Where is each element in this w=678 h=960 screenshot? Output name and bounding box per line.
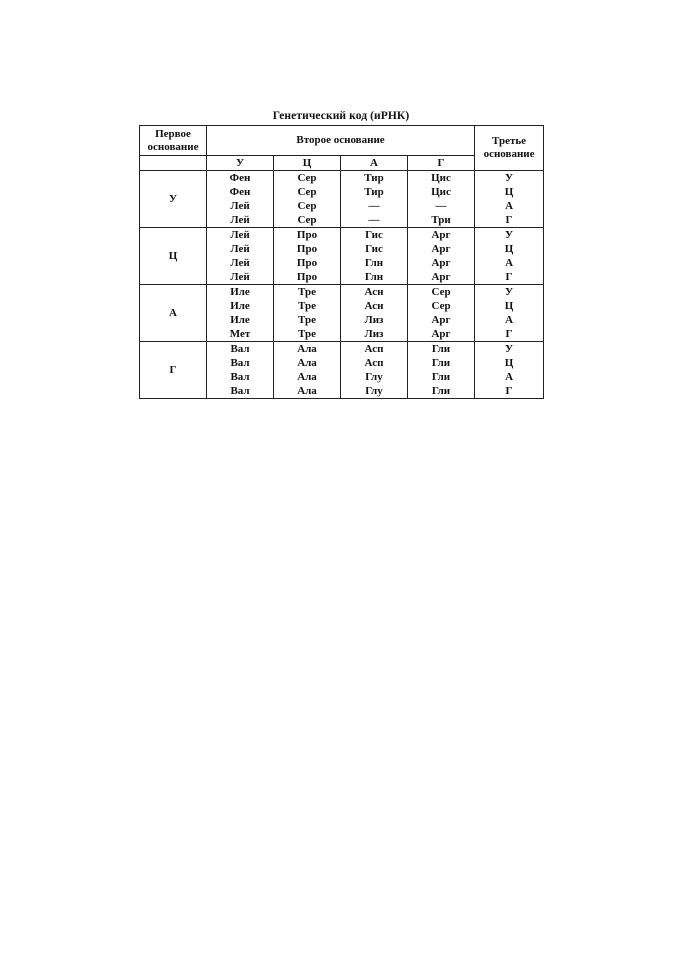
amino-acid-cell: Иле: [207, 285, 274, 300]
amino-acid-cell: Глу: [341, 370, 408, 384]
amino-acid-cell: Лей: [207, 213, 274, 228]
amino-acid-cell: —: [341, 213, 408, 228]
amino-acid-cell: Лей: [207, 228, 274, 243]
amino-acid-cell: Лиз: [341, 313, 408, 327]
third-base-cell: А: [475, 313, 544, 327]
amino-acid-cell: Тре: [274, 299, 341, 313]
amino-acid-cell: Сер: [274, 213, 341, 228]
amino-acid-cell: Глн: [341, 256, 408, 270]
third-base-cell: Ц: [475, 185, 544, 199]
third-base-cell: Ц: [475, 299, 544, 313]
amino-acid-cell: Арг: [408, 256, 475, 270]
amino-acid-cell: Лей: [207, 256, 274, 270]
amino-acid-cell: Цис: [408, 185, 475, 199]
third-base-cell: У: [475, 228, 544, 243]
amino-acid-cell: Асп: [341, 342, 408, 357]
first-base-header: Первое основание: [140, 126, 207, 156]
amino-acid-cell: Иле: [207, 299, 274, 313]
third-base-cell: У: [475, 171, 544, 186]
amino-acid-cell: Про: [274, 270, 341, 285]
amino-acid-cell: —: [408, 199, 475, 213]
amino-acid-cell: Лиз: [341, 327, 408, 342]
amino-acid-cell: Вал: [207, 342, 274, 357]
second-base-a: А: [341, 156, 408, 171]
amino-acid-cell: Тре: [274, 313, 341, 327]
amino-acid-cell: Про: [274, 256, 341, 270]
amino-acid-cell: Цис: [408, 171, 475, 186]
genetic-code-table: [139, 125, 544, 399]
amino-acid-cell: Тре: [274, 327, 341, 342]
third-base-header: Третье основание: [475, 126, 544, 171]
amino-acid-cell: Тир: [341, 171, 408, 186]
third-base-cell: Ц: [475, 356, 544, 370]
amino-acid-cell: Тир: [341, 185, 408, 199]
third-base-cell: У: [475, 342, 544, 357]
amino-acid-cell: Ала: [274, 384, 341, 399]
amino-acid-cell: Глу: [341, 384, 408, 399]
third-base-cell: А: [475, 370, 544, 384]
header-row: [140, 126, 544, 156]
third-base-cell: Г: [475, 270, 544, 285]
amino-acid-cell: Арг: [408, 228, 475, 243]
amino-acid-cell: Про: [274, 242, 341, 256]
amino-acid-cell: Арг: [408, 327, 475, 342]
first-base-cell: Г: [140, 342, 207, 399]
first-base-cell: Ц: [140, 228, 207, 285]
blank-cell: [140, 156, 207, 171]
table-title: Генетический код (иРНК): [272, 110, 410, 122]
amino-acid-cell: Вал: [207, 384, 274, 399]
amino-acid-cell: Арг: [408, 270, 475, 285]
amino-acid-cell: Иле: [207, 313, 274, 327]
amino-acid-cell: Арг: [408, 242, 475, 256]
codon-row: [140, 285, 544, 300]
third-base-cell: Г: [475, 213, 544, 228]
amino-acid-cell: Сер: [274, 185, 341, 199]
amino-acid-cell: Лей: [207, 242, 274, 256]
amino-acid-cell: Глн: [341, 270, 408, 285]
amino-acid-cell: Сер: [274, 171, 341, 186]
amino-acid-cell: Гли: [408, 356, 475, 370]
amino-acid-cell: Ала: [274, 370, 341, 384]
amino-acid-cell: Тре: [274, 285, 341, 300]
first-base-cell: У: [140, 171, 207, 228]
first-base-cell: А: [140, 285, 207, 342]
second-base-u: У: [207, 156, 274, 171]
codon-row: [140, 171, 544, 186]
third-base-cell: Г: [475, 327, 544, 342]
amino-acid-cell: Гли: [408, 342, 475, 357]
amino-acid-cell: Лей: [207, 270, 274, 285]
third-base-cell: А: [475, 256, 544, 270]
second-base-g: Г: [408, 156, 475, 171]
amino-acid-cell: Вал: [207, 370, 274, 384]
amino-acid-cell: Ала: [274, 356, 341, 370]
amino-acid-cell: Сер: [408, 299, 475, 313]
third-base-cell: У: [475, 285, 544, 300]
amino-acid-cell: Асн: [341, 285, 408, 300]
third-base-cell: Ц: [475, 242, 544, 256]
amino-acid-cell: Лей: [207, 199, 274, 213]
amino-acid-cell: Асн: [341, 299, 408, 313]
amino-acid-cell: Гли: [408, 370, 475, 384]
amino-acid-cell: Гли: [408, 384, 475, 399]
second-base-header: Второе основание: [207, 126, 475, 156]
amino-acid-cell: Фен: [207, 185, 274, 199]
third-base-cell: Г: [475, 384, 544, 399]
amino-acid-cell: Арг: [408, 313, 475, 327]
codon-row: [140, 228, 544, 243]
second-base-c: Ц: [274, 156, 341, 171]
codon-row: [140, 342, 544, 357]
third-base-cell: А: [475, 199, 544, 213]
amino-acid-cell: Асп: [341, 356, 408, 370]
amino-acid-cell: Вал: [207, 356, 274, 370]
amino-acid-cell: —: [341, 199, 408, 213]
amino-acid-cell: Сер: [274, 199, 341, 213]
amino-acid-cell: Гис: [341, 242, 408, 256]
amino-acid-cell: Сер: [408, 285, 475, 300]
amino-acid-cell: Ала: [274, 342, 341, 357]
amino-acid-cell: Мет: [207, 327, 274, 342]
amino-acid-cell: Три: [408, 213, 475, 228]
amino-acid-cell: Гис: [341, 228, 408, 243]
amino-acid-cell: Про: [274, 228, 341, 243]
amino-acid-cell: Фен: [207, 171, 274, 186]
